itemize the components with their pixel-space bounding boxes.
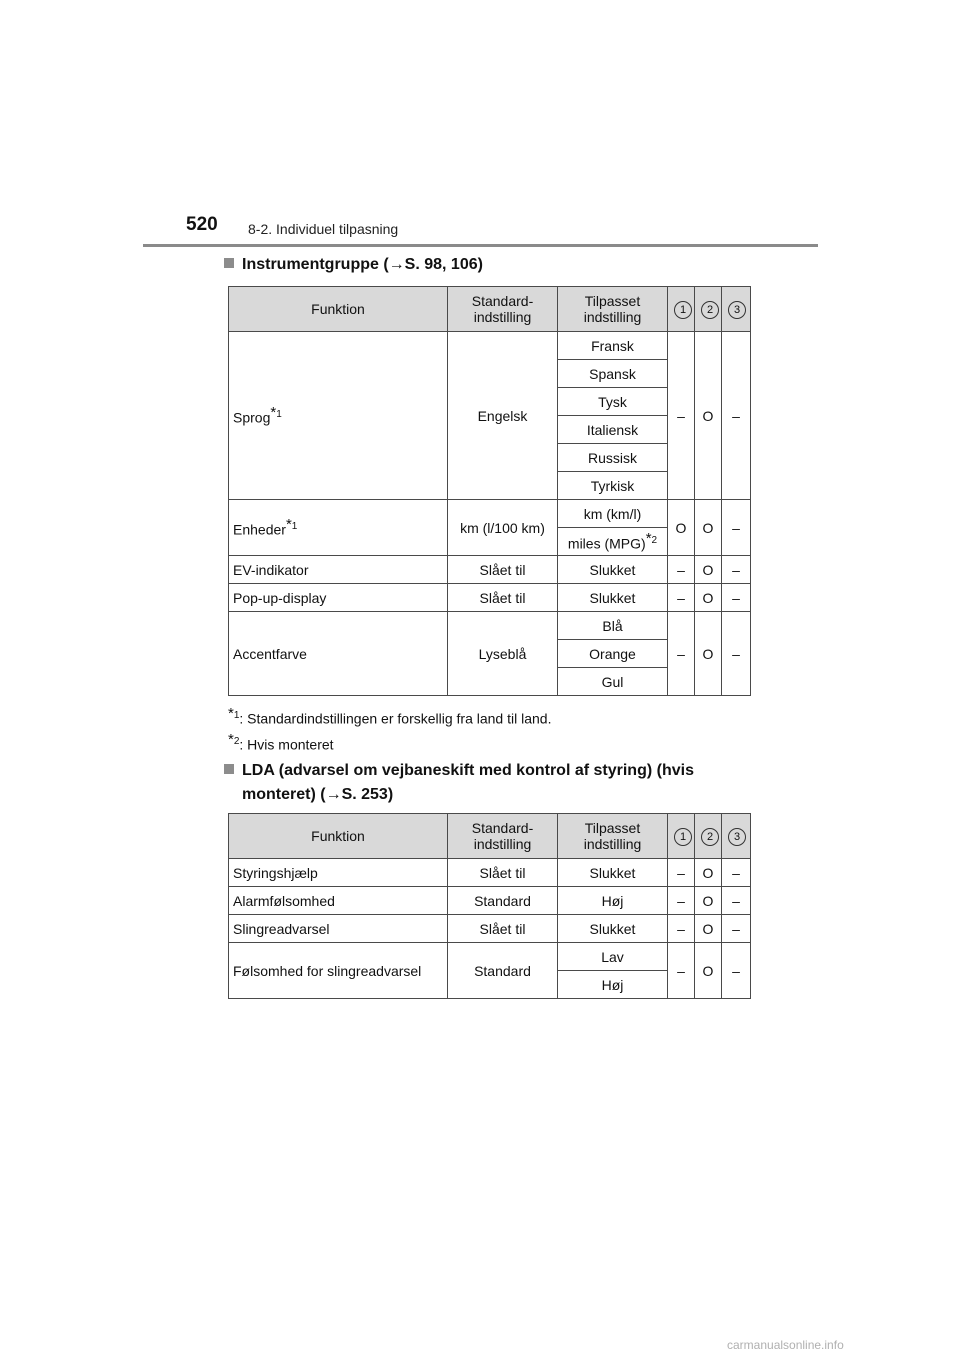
- lda-table: [228, 813, 751, 999]
- function-cell: Enheder$^{*1}$: [229, 500, 448, 556]
- method-3-cell: –: [722, 915, 751, 943]
- square-bullet-icon: [224, 764, 234, 774]
- instrument-cluster-table: [228, 286, 751, 696]
- circled-3-icon: 3: [728, 828, 746, 846]
- method-1-cell: –: [668, 584, 695, 612]
- page-ref-link[interactable]: S. 98: [404, 256, 443, 273]
- method-1-cell: –: [668, 915, 695, 943]
- method-3-cell: –: [722, 887, 751, 915]
- option-cell: Lav: [558, 943, 668, 971]
- method-2-cell: O: [695, 915, 722, 943]
- method-2-cell: O: [695, 500, 722, 556]
- col-function: Funktion: [229, 814, 448, 859]
- page-ref-link[interactable]: S. 253): [341, 786, 394, 803]
- table-row: [229, 887, 751, 915]
- circled-1-icon: 1: [674, 828, 692, 846]
- method-3-cell: –: [722, 556, 751, 584]
- table-row: [229, 915, 751, 943]
- option-cell: Gul: [558, 668, 668, 696]
- option-cell: Slukket: [558, 859, 668, 887]
- table-header-row: [229, 287, 751, 332]
- col-method-3: [722, 287, 751, 332]
- function-cell: EV-indikator: [229, 556, 448, 584]
- col-default: Standard- indstilling: [448, 287, 558, 332]
- col-custom: Tilpasset indstilling: [558, 287, 668, 332]
- default-cell: Slået til: [448, 556, 558, 584]
- circled-1-icon: 1: [674, 301, 692, 319]
- option-cell: Italiensk: [558, 416, 668, 444]
- function-cell: Alarmfølsomhed: [229, 887, 448, 915]
- default-cell: Standard: [448, 943, 558, 999]
- table-row: [229, 943, 751, 971]
- col-method-2: [695, 814, 722, 859]
- arrow-icon: →: [325, 786, 342, 803]
- option-cell: Tysk: [558, 388, 668, 416]
- option-cell: Russisk: [558, 444, 668, 472]
- method-2-cell: O: [695, 584, 722, 612]
- table-header-row: [229, 814, 751, 859]
- method-3-cell: –: [722, 332, 751, 500]
- option-cell: Spansk: [558, 360, 668, 388]
- table-row: [229, 859, 751, 887]
- method-3-cell: –: [722, 500, 751, 556]
- default-cell: Standard: [448, 887, 558, 915]
- method-1-cell: –: [668, 887, 695, 915]
- header-rule: [143, 244, 818, 247]
- watermark: carmanualsonline.info: [727, 1338, 844, 1352]
- function-cell: Sprog$^{*1}$: [229, 332, 448, 500]
- col-method-1: [668, 287, 695, 332]
- method-1-cell: –: [668, 332, 695, 500]
- method-2-cell: O: [695, 943, 722, 999]
- option-cell: Slukket: [558, 915, 668, 943]
- method-3-cell: –: [722, 859, 751, 887]
- function-cell: Slingreadvarsel: [229, 915, 448, 943]
- default-cell: Lyseblå: [448, 612, 558, 696]
- table-row: [229, 584, 751, 612]
- table-row: [229, 332, 751, 360]
- default-cell: Slået til: [448, 859, 558, 887]
- option-cell: km (km/l): [558, 500, 668, 528]
- section-title: 8-2. Individuel tilpasning: [248, 221, 399, 237]
- method-2-cell: O: [695, 612, 722, 696]
- default-cell: Slået til: [448, 915, 558, 943]
- square-bullet-icon: [224, 258, 234, 268]
- heading-instrument-cluster: Instrumentgruppe (→S. 98, 106): [224, 253, 748, 277]
- default-cell: Engelsk: [448, 332, 558, 500]
- function-cell: Styringshjælp: [229, 859, 448, 887]
- col-method-3: [722, 814, 751, 859]
- method-2-cell: O: [695, 887, 722, 915]
- default-cell: Slået til: [448, 584, 558, 612]
- footnote-2: $^{*2}$: Hvis monteret: [228, 731, 334, 753]
- col-method-2: [695, 287, 722, 332]
- option-cell: Slukket: [558, 556, 668, 584]
- method-3-cell: –: [722, 943, 751, 999]
- function-cell: Følsomhed for slingreadvarsel: [229, 943, 448, 999]
- method-1-cell: –: [668, 556, 695, 584]
- function-cell: Accentfarve: [229, 612, 448, 696]
- option-cell: Blå: [558, 612, 668, 640]
- method-2-cell: O: [695, 859, 722, 887]
- col-method-1: [668, 814, 695, 859]
- method-1-cell: –: [668, 612, 695, 696]
- footnote-1: $^{*1}$: Standardindstillingen er forskellig fra land til land.: [228, 705, 552, 727]
- option-cell: Fransk: [558, 332, 668, 360]
- heading-lda: LDA (advarsel om vejbaneskift med kontrol af styring) (hvis monteret) (→S. 253): [224, 759, 748, 807]
- table-row: [229, 556, 751, 584]
- method-3-cell: –: [722, 612, 751, 696]
- circled-2-icon: 2: [701, 301, 719, 319]
- page-number: 520: [186, 214, 218, 235]
- col-function: Funktion: [229, 287, 448, 332]
- option-cell: Orange: [558, 640, 668, 668]
- col-custom: Tilpasset indstilling: [558, 814, 668, 859]
- arrow-icon: →: [388, 256, 405, 273]
- option-cell: Høj: [558, 971, 668, 999]
- option-cell: Slukket: [558, 584, 668, 612]
- option-cell: Høj: [558, 887, 668, 915]
- table-row: [229, 612, 751, 640]
- circled-3-icon: 3: [728, 301, 746, 319]
- circled-2-icon: 2: [701, 828, 719, 846]
- method-1-cell: –: [668, 943, 695, 999]
- function-cell: Pop-up-display: [229, 584, 448, 612]
- method-3-cell: –: [722, 584, 751, 612]
- method-1-cell: O: [668, 500, 695, 556]
- default-cell: km (l/100 km): [448, 500, 558, 556]
- table-row: [229, 500, 751, 528]
- option-cell: Tyrkisk: [558, 472, 668, 500]
- option-cell: miles (MPG)$^{*2}$: [558, 528, 668, 556]
- col-default: Standard- indstilling: [448, 814, 558, 859]
- method-2-cell: O: [695, 556, 722, 584]
- page-ref-link-2[interactable]: 106): [450, 256, 483, 273]
- method-2-cell: O: [695, 332, 722, 500]
- method-1-cell: –: [668, 859, 695, 887]
